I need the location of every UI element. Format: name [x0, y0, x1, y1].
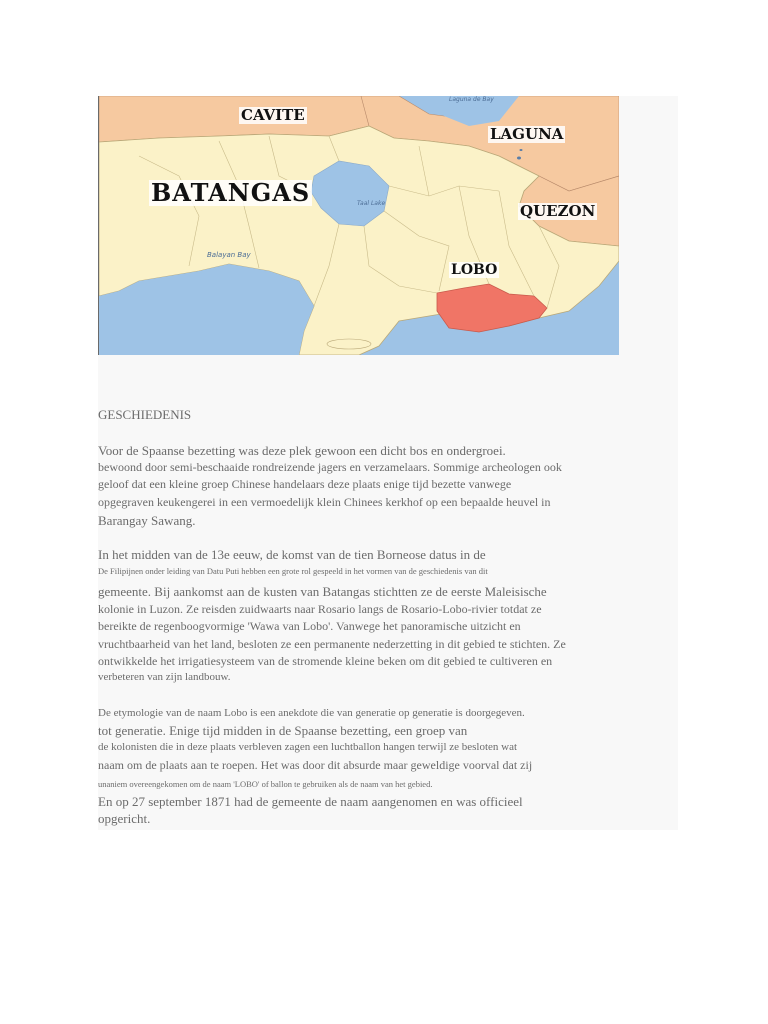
laguna-label: LAGUNA: [490, 125, 564, 143]
text-line: bereikte de regenboogvormige 'Wawa van Lobo'. Vanwege het panoramische uitzicht en: [98, 619, 521, 633]
text-line: opgegraven keukengerei in een vermoedelijk klein Chinees kerkhof op een bepaalde heuvel in: [98, 495, 551, 509]
taal-lake-label: Taal Lake: [357, 200, 386, 207]
text-line: bewoond door semi-beschaaide rondreizende jagers en verzamelaars. Sommige archeologen ook: [98, 460, 562, 474]
text-line: de kolonisten die in deze plaats verbleven zagen een luchtballon hangen terwijl ze besloten wat: [98, 741, 518, 753]
text-line: Barangay Sawang.: [98, 513, 196, 528]
text-line: ontwikkelde het irrigatiesysteem van de stromende kleine beken om dit gebied te cultiveren en: [98, 654, 553, 668]
batangas-label: BATANGAS: [151, 178, 311, 207]
island: [517, 157, 521, 160]
text-line: In het midden van de 13e eeuw, de komst van de tien Borneose datus in de: [98, 547, 486, 562]
text-line: En op 27 september 1871 had de gemeente de naam aangenomen en was officieel: [98, 794, 523, 809]
text-line: Voor de Spaanse bezetting was deze plek gewoon een dicht bos en ondergroei.: [98, 443, 506, 458]
text-line: geloof dat een kleine groep Chinese handelaars deze plaats enige tijd bezette vanwege: [98, 477, 512, 491]
balayan-bay-label: Balayan Bay: [207, 251, 251, 259]
cavite-label: CAVITE: [241, 106, 305, 124]
text-line: kolonie in Luzon. Ze reisden zuidwaarts naar Rosario langs de Rosario-Lobo-rivier totdat ze: [98, 602, 542, 616]
text-line: gemeente. Bij aankomst aan de kusten van Batangas stichtten ze de eerste Maleisische: [98, 584, 547, 599]
text-line: tot generatie. Enige tijd midden in de Spaanse bezetting, een groep van: [98, 723, 468, 738]
text-line: opgericht.: [98, 811, 151, 826]
text-line: De Filipijnen onder leiding van Datu Puti hebben een grote rol gespeeld in het vormen van de geschiedenis van dit: [98, 566, 488, 576]
text-line: unaniem overeengekomen om de naam 'LOBO' of ballon te gebruiken als de naam van het gebied.: [98, 779, 433, 789]
island: [520, 149, 523, 151]
text-line: verbeteren van zijn landbouw.: [98, 671, 231, 683]
laguna-de-bay-label: Laguna de Bay: [449, 96, 494, 103]
island: [327, 339, 371, 349]
text-line: vruchtbaarheid van het land, besloten ze een permanente nederzetting in dit gebied te stichten. Ze: [98, 637, 566, 651]
text-line: naam om de plaats aan te roepen. Het was door dit absurde maar geweldige voorval dat zij: [98, 758, 533, 772]
batangas-map: [98, 96, 619, 355]
quezon-label: QUEZON: [520, 202, 596, 220]
text-line: De etymologie van de naam Lobo is een anekdote die van generatie op generatie is doorgegeven.: [98, 707, 525, 719]
section-heading: GESCHIEDENIS: [98, 407, 192, 422]
lobo-label: LOBO: [451, 262, 498, 278]
